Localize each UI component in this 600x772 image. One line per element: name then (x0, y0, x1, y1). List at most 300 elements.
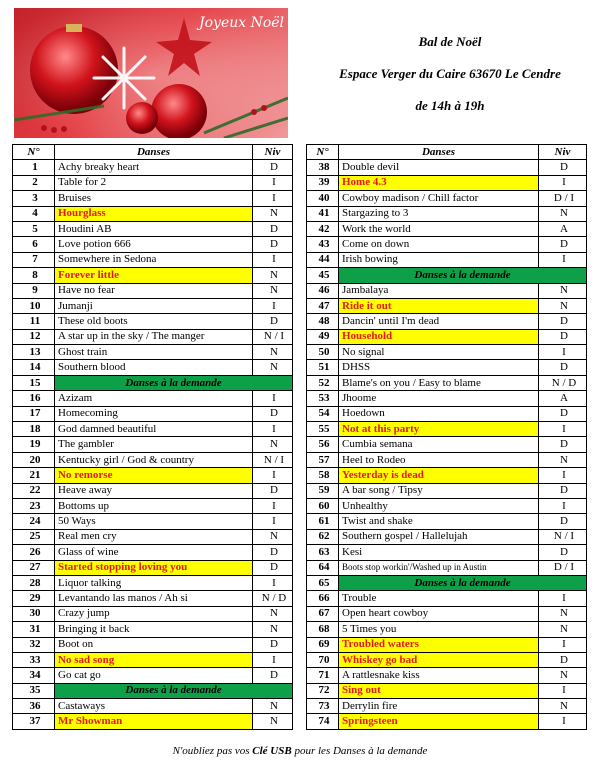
col-dance-header: Danses (55, 145, 253, 160)
dance-level: D (539, 545, 587, 560)
dance-name: Achy breaky heart (55, 160, 253, 175)
row-number: 59 (307, 483, 339, 498)
row-number: 1 (13, 160, 55, 175)
table-row (13, 606, 293, 621)
row-number: 64 (307, 560, 339, 575)
dance-name: Levantando las manos / Ah si (55, 591, 253, 606)
row-number: 27 (13, 560, 55, 575)
footer-usb-key: Clé USB (252, 745, 292, 757)
row-number: 17 (13, 406, 55, 421)
dance-level: N (539, 606, 587, 621)
dance-name: Bottoms up (55, 498, 253, 513)
row-number: 38 (307, 160, 339, 175)
row-number: 9 (13, 283, 55, 298)
section-label: Danses à la demande (339, 268, 587, 283)
row-number: 49 (307, 329, 339, 344)
table-row (13, 714, 293, 729)
dance-name: Heel to Rodeo (339, 452, 539, 467)
row-number: 55 (307, 422, 339, 437)
dance-level: I (253, 575, 293, 590)
event-venue: Espace Verger du Caire 63670 Le Cendre (339, 66, 561, 81)
dance-name: The gambler (55, 437, 253, 452)
dance-name: No signal (339, 345, 539, 360)
table-row (13, 283, 293, 298)
dance-name: Forever little (55, 268, 253, 283)
col-num-header: N° (13, 145, 55, 160)
dance-name: Whiskey go bad (339, 652, 539, 667)
row-number: 45 (307, 268, 339, 283)
dance-name: Not at this party (339, 422, 539, 437)
dance-level: N (253, 345, 293, 360)
table-row (13, 314, 293, 329)
table-row (13, 652, 293, 667)
table-row (307, 345, 587, 360)
dance-name: Go cat go (55, 668, 253, 683)
dance-name: Ride it out (339, 298, 539, 313)
dance-level: D (253, 160, 293, 175)
row-number: 72 (307, 683, 339, 698)
dance-name: Open heart cowboy (339, 606, 539, 621)
dance-level: N (253, 360, 293, 375)
table-row (13, 529, 293, 544)
dance-level: N / D (253, 591, 293, 606)
dance-name: 50 Ways (55, 514, 253, 529)
dance-level: N / D (539, 375, 587, 390)
dance-level: N (253, 283, 293, 298)
row-number: 53 (307, 391, 339, 406)
table-row (13, 345, 293, 360)
dance-name: Real men cry (55, 529, 253, 544)
row-number: 48 (307, 314, 339, 329)
row-number: 34 (13, 668, 55, 683)
table-row (13, 452, 293, 467)
dance-name: Hoedown (339, 406, 539, 421)
dance-level: I (539, 345, 587, 360)
table-row (307, 699, 587, 714)
row-number: 24 (13, 514, 55, 529)
row-number: 56 (307, 437, 339, 452)
row-number: 61 (307, 514, 339, 529)
dance-name: Jumanji (55, 298, 253, 313)
dance-level: N (539, 622, 587, 637)
table-row (13, 268, 293, 283)
dance-level: N (253, 714, 293, 729)
table-row (13, 422, 293, 437)
dance-level: D (539, 483, 587, 498)
dance-name: Boot on (55, 637, 253, 652)
dance-level: D (253, 237, 293, 252)
dance-level: N (539, 298, 587, 313)
table-row (13, 699, 293, 714)
dance-name: Home 4.3 (339, 175, 539, 190)
section-row (13, 375, 293, 390)
dance-level: I (253, 175, 293, 190)
footer-prefix: N'oubliez pas vos (172, 745, 250, 757)
dance-name: A rattlesnake kiss (339, 668, 539, 683)
table-row (307, 252, 587, 267)
dance-name: Homecoming (55, 406, 253, 421)
dance-level: D (253, 668, 293, 683)
row-number: 32 (13, 637, 55, 652)
row-number: 28 (13, 575, 55, 590)
row-number: 42 (307, 221, 339, 236)
table-row (13, 360, 293, 375)
table-row (13, 298, 293, 313)
dance-level: I (253, 252, 293, 267)
dance-name: Unhealthy (339, 498, 539, 513)
row-number: 40 (307, 191, 339, 206)
dance-name: Irish bowing (339, 252, 539, 267)
dance-level: N (539, 452, 587, 467)
table-row (13, 468, 293, 483)
dance-level: I (539, 714, 587, 729)
table-row (307, 545, 587, 560)
table-row (307, 391, 587, 406)
table-row (307, 375, 587, 390)
dance-level: I (539, 683, 587, 698)
row-number: 5 (13, 221, 55, 236)
dance-name: Somewhere in Sedona (55, 252, 253, 267)
dance-level: D (539, 406, 587, 421)
table-row (13, 591, 293, 606)
row-number: 18 (13, 422, 55, 437)
dance-name: Springsteen (339, 714, 539, 729)
dance-name: Troubled waters (339, 637, 539, 652)
row-number: 31 (13, 622, 55, 637)
table-row (13, 391, 293, 406)
row-number: 50 (307, 345, 339, 360)
table-row (13, 668, 293, 683)
dance-level: N / I (253, 329, 293, 344)
row-number: 52 (307, 375, 339, 390)
dance-table-left (12, 144, 293, 730)
dance-name: Hourglass (55, 206, 253, 221)
dance-level: A (539, 221, 587, 236)
row-number: 14 (13, 360, 55, 375)
table-row (13, 437, 293, 452)
dance-name: No remorse (55, 468, 253, 483)
row-number: 47 (307, 298, 339, 313)
row-number: 39 (307, 175, 339, 190)
table-row (307, 406, 587, 421)
dance-level: I (539, 252, 587, 267)
dance-level: N (253, 606, 293, 621)
christmas-banner (14, 8, 288, 138)
row-number: 36 (13, 699, 55, 714)
row-number: 7 (13, 252, 55, 267)
table-row (13, 206, 293, 221)
table-row (307, 360, 587, 375)
dance-level: I (253, 498, 293, 513)
dance-name: DHSS (339, 360, 539, 375)
dance-name: Crazy jump (55, 606, 253, 621)
row-number: 12 (13, 329, 55, 344)
table-row (307, 529, 587, 544)
dance-level: I (539, 468, 587, 483)
dance-name: Trouble (339, 591, 539, 606)
section-row (13, 683, 293, 698)
table-row (13, 175, 293, 190)
table-row (307, 714, 587, 729)
table-row (307, 175, 587, 190)
table-row (307, 283, 587, 298)
dance-level: N (253, 699, 293, 714)
table-row (307, 514, 587, 529)
row-number: 23 (13, 498, 55, 513)
dance-name: Azizam (55, 391, 253, 406)
dance-name: Twist and shake (339, 514, 539, 529)
greeting-text: Joyeux Noël (199, 15, 285, 31)
dance-name: Love potion 666 (55, 237, 253, 252)
dance-level: I (539, 422, 587, 437)
dance-level: I (253, 514, 293, 529)
dance-level: N (539, 668, 587, 683)
row-number: 43 (307, 237, 339, 252)
dance-level: N (253, 206, 293, 221)
dance-name: Bruises (55, 191, 253, 206)
dance-level: D (539, 329, 587, 344)
row-number: 30 (13, 606, 55, 621)
table-row (13, 545, 293, 560)
dance-level: D (539, 360, 587, 375)
row-number: 15 (13, 375, 55, 390)
table-row (307, 483, 587, 498)
dance-name: These old boots (55, 314, 253, 329)
dance-level: N (253, 529, 293, 544)
dance-level: N (539, 206, 587, 221)
table-row (13, 575, 293, 590)
row-number: 67 (307, 606, 339, 621)
table-row (13, 252, 293, 267)
dance-level: N (253, 437, 293, 452)
dance-name: Southern blood (55, 360, 253, 375)
dance-level: I (253, 652, 293, 667)
dance-name: Derrylin fire (339, 699, 539, 714)
row-number: 6 (13, 237, 55, 252)
footer-suffix: pour les Danses à la demande (294, 745, 428, 757)
row-number: 21 (13, 468, 55, 483)
table-row (13, 221, 293, 236)
dance-level: D (539, 652, 587, 667)
row-number: 20 (13, 452, 55, 467)
row-number: 66 (307, 591, 339, 606)
dance-name: Have no fear (55, 283, 253, 298)
table-row (307, 591, 587, 606)
dance-name: Table for 2 (55, 175, 253, 190)
row-number: 51 (307, 360, 339, 375)
dance-name: Mr Showman (55, 714, 253, 729)
table-row (307, 683, 587, 698)
row-number: 46 (307, 283, 339, 298)
table-header-row (307, 145, 587, 160)
row-number: 41 (307, 206, 339, 221)
table-header-row (13, 145, 293, 160)
col-num-header: N° (307, 145, 339, 160)
dance-level: D (253, 560, 293, 575)
dance-name: Work the world (339, 221, 539, 236)
dance-level: I (253, 391, 293, 406)
dance-level: N (539, 699, 587, 714)
table-row (13, 160, 293, 175)
row-number: 60 (307, 498, 339, 513)
table-row (307, 637, 587, 652)
dance-level: D (539, 160, 587, 175)
dance-name: Double devil (339, 160, 539, 175)
dance-name: Boots stop workin'/Washed up in Austin (339, 560, 539, 575)
row-number: 68 (307, 622, 339, 637)
dance-level: D / I (539, 560, 587, 575)
table-row (13, 191, 293, 206)
dance-name: Castaways (55, 699, 253, 714)
dance-level: D (539, 437, 587, 452)
dance-name: Glass of wine (55, 545, 253, 560)
row-number: 4 (13, 206, 55, 221)
dance-name: 5 Times you (339, 622, 539, 637)
col-level-header: Niv (253, 145, 293, 160)
row-number: 3 (13, 191, 55, 206)
table-row (13, 329, 293, 344)
dance-name: Jambalaya (339, 283, 539, 298)
event-title: Bal de Noël (418, 34, 482, 49)
row-number: 54 (307, 406, 339, 421)
dance-level: D (539, 237, 587, 252)
col-level-header: Niv (539, 145, 587, 160)
table-row (307, 314, 587, 329)
table-row (307, 329, 587, 344)
table-row (13, 560, 293, 575)
dance-name: Jhoome (339, 391, 539, 406)
row-number: 19 (13, 437, 55, 452)
table-row (307, 221, 587, 236)
dance-level: D (253, 406, 293, 421)
dance-name: Kentucky girl / God & country (55, 452, 253, 467)
row-number: 63 (307, 545, 339, 560)
dance-name: God damned beautiful (55, 422, 253, 437)
dance-name: Cowboy madison / Chill factor (339, 191, 539, 206)
row-number: 33 (13, 652, 55, 667)
table-row (13, 406, 293, 421)
table-row (307, 560, 587, 575)
row-number: 29 (13, 591, 55, 606)
table-row (13, 622, 293, 637)
dance-table-right (306, 144, 587, 730)
dance-level: I (539, 498, 587, 513)
dance-name: Household (339, 329, 539, 344)
table-row (307, 622, 587, 637)
dance-name: Yesterday is dead (339, 468, 539, 483)
dance-level: D (253, 483, 293, 498)
row-number: 8 (13, 268, 55, 283)
dance-level: D / I (539, 191, 587, 206)
footer-note (0, 745, 600, 757)
row-number: 73 (307, 699, 339, 714)
dance-level: I (539, 175, 587, 190)
row-number: 22 (13, 483, 55, 498)
table-row (307, 160, 587, 175)
row-number: 26 (13, 545, 55, 560)
dance-name: Sing out (339, 683, 539, 698)
table-row (307, 422, 587, 437)
table-row (307, 206, 587, 221)
dance-level: I (253, 191, 293, 206)
dance-level: I (253, 298, 293, 313)
dance-name: Kesi (339, 545, 539, 560)
table-row (307, 606, 587, 621)
dance-level: N / I (539, 529, 587, 544)
section-label: Danses à la demande (55, 683, 293, 698)
dance-name: Houdini AB (55, 221, 253, 236)
col-dance-header: Danses (339, 145, 539, 160)
dance-name: Ghost train (55, 345, 253, 360)
table-row (307, 652, 587, 667)
dance-name: Come on down (339, 237, 539, 252)
row-number: 57 (307, 452, 339, 467)
dance-level: N (253, 622, 293, 637)
row-number: 74 (307, 714, 339, 729)
table-row (13, 237, 293, 252)
dance-name: Liquor talking (55, 575, 253, 590)
row-number: 44 (307, 252, 339, 267)
section-label: Danses à la demande (339, 575, 587, 590)
table-row (13, 498, 293, 513)
table-row (307, 298, 587, 313)
dance-level: I (539, 637, 587, 652)
row-number: 65 (307, 575, 339, 590)
dance-level: D (253, 221, 293, 236)
row-number: 58 (307, 468, 339, 483)
dance-name: A star up in the sky / The manger (55, 329, 253, 344)
section-row (307, 575, 587, 590)
table-row (307, 237, 587, 252)
dance-level: D (253, 545, 293, 560)
row-number: 2 (13, 175, 55, 190)
dance-level: D (253, 637, 293, 652)
dance-name: A bar song / Tipsy (339, 483, 539, 498)
table-row (307, 452, 587, 467)
dance-level: I (253, 422, 293, 437)
dance-level: I (539, 591, 587, 606)
table-row (13, 637, 293, 652)
row-number: 37 (13, 714, 55, 729)
dance-name: Started stopping loving you (55, 560, 253, 575)
event-time: de 14h à 19h (415, 98, 485, 113)
row-number: 35 (13, 683, 55, 698)
dance-level: N (253, 268, 293, 283)
row-number: 13 (13, 345, 55, 360)
dance-name: Dancin' until I'm dead (339, 314, 539, 329)
row-number: 70 (307, 652, 339, 667)
table-row (307, 668, 587, 683)
row-number: 10 (13, 298, 55, 313)
dance-level: A (539, 391, 587, 406)
dance-level: D (539, 514, 587, 529)
dance-level: D (253, 314, 293, 329)
dance-name: Southern gospel / Hallelujah (339, 529, 539, 544)
row-number: 16 (13, 391, 55, 406)
dance-level: I (253, 468, 293, 483)
table-row (307, 437, 587, 452)
row-number: 11 (13, 314, 55, 329)
dance-name: Cumbia semana (339, 437, 539, 452)
row-number: 25 (13, 529, 55, 544)
table-row (307, 498, 587, 513)
dance-name: Stargazing to 3 (339, 206, 539, 221)
dance-name: No sad song (55, 652, 253, 667)
table-row (307, 468, 587, 483)
row-number: 62 (307, 529, 339, 544)
table-row (13, 483, 293, 498)
table-row (13, 514, 293, 529)
